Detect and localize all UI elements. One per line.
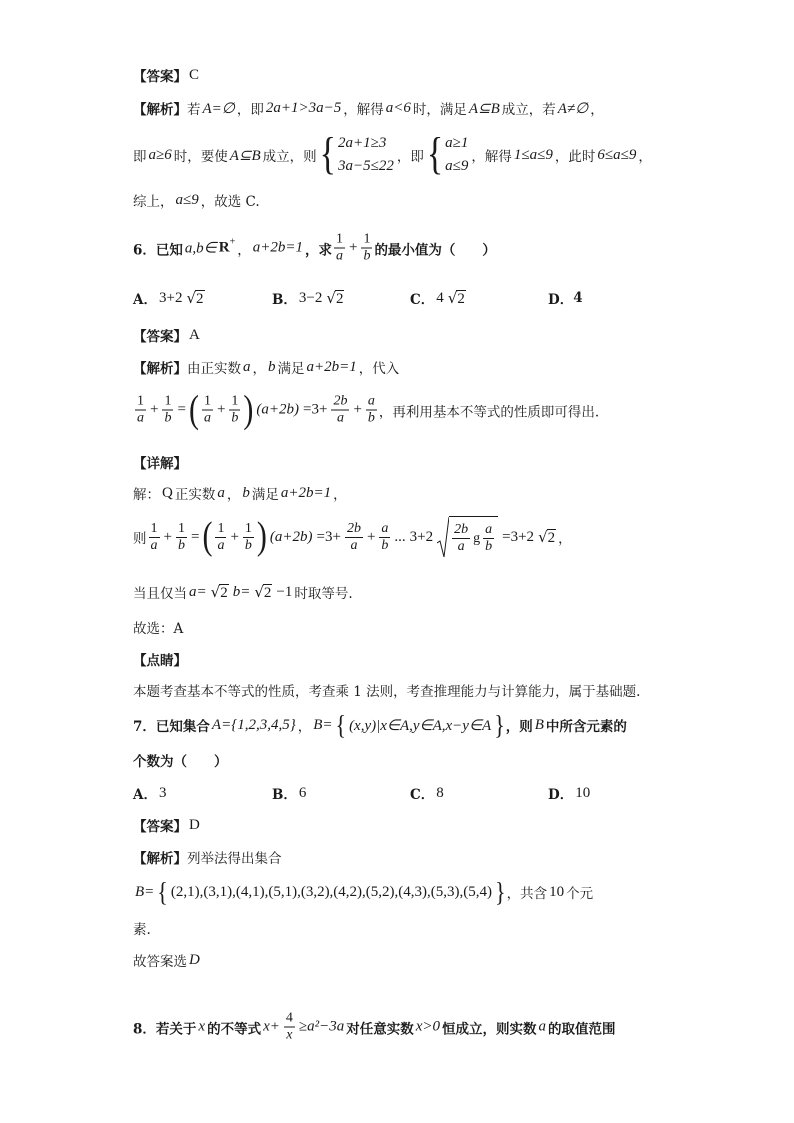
- fraction-denominator: a: [150, 537, 158, 553]
- math-expression: a=: [189, 583, 207, 600]
- left-paren: (: [188, 387, 199, 431]
- math-expression: B: [534, 716, 544, 733]
- fraction-numerator: 2b: [454, 522, 469, 537]
- math-expression: −1: [276, 583, 293, 600]
- math-expression: a≥6: [148, 146, 172, 163]
- text-segment: ，: [558, 531, 572, 547]
- text-segment: ，求: [304, 242, 332, 258]
- fraction-denominator: a: [217, 537, 225, 553]
- math-expression: x+: [263, 1018, 280, 1035]
- math-expression: (a+2b): [256, 401, 300, 418]
- q7-stem-line-2: [133, 750, 228, 770]
- option-value: 3+2: [158, 289, 183, 306]
- fraction: [345, 521, 363, 554]
- right-paren: ): [243, 387, 254, 431]
- left-brace: {: [335, 708, 347, 740]
- fraction-numerator: 1: [203, 393, 211, 409]
- fraction-denominator: x: [286, 1027, 293, 1043]
- answer-label: 【答案】: [133, 819, 187, 835]
- option-label: A．: [133, 292, 157, 308]
- q6-detail-line-3: [133, 582, 353, 602]
- q6-choice-line: [133, 617, 183, 637]
- text-segment: ，代入: [358, 361, 400, 377]
- fraction: [215, 521, 226, 554]
- fraction-denominator: a: [137, 410, 144, 426]
- square-root: [538, 528, 556, 546]
- fraction-numerator: 1: [363, 231, 371, 247]
- question-number: 7．已知集合: [133, 719, 210, 735]
- text-segment: 故答案选: [133, 954, 187, 970]
- math-expression: 2a+1>3a−5: [265, 99, 342, 116]
- math-expression: b: [242, 484, 250, 501]
- fraction: [176, 521, 187, 554]
- set-elements: (2,1),(3,1),(4,1),(5,1),(3,2),(4,2),(5,2),(4,3),(5,3),(5,4): [170, 883, 493, 900]
- fraction-denominator: a: [457, 539, 465, 554]
- q6-tip-line: [133, 680, 640, 700]
- square-root: [326, 289, 344, 307]
- q6-option-c: [410, 288, 468, 308]
- option-label: A．: [133, 787, 157, 803]
- q5-answer-line: [133, 65, 201, 85]
- math-expression: B=: [135, 883, 155, 900]
- text-segment: 的不等式: [207, 1021, 262, 1037]
- option-label: D．: [548, 787, 574, 803]
- fraction-denominator: b: [363, 248, 371, 264]
- fraction-numerator: 2b: [346, 520, 361, 536]
- option-value: 6: [298, 784, 307, 801]
- real-number-set: R: [218, 239, 230, 256]
- system-row: 3a−5≤22: [337, 158, 394, 174]
- text-segment: 若: [187, 102, 201, 118]
- q5-analysis-line-2: [133, 129, 652, 180]
- radical-sign: √: [254, 583, 264, 601]
- fraction: [331, 394, 349, 427]
- answer-label: 【答案】: [133, 329, 187, 345]
- tip-label: 【点睛】: [133, 653, 187, 669]
- q8-stem: [133, 1011, 616, 1044]
- fraction-denominator: a: [336, 410, 344, 426]
- analysis-label: 【解析】: [133, 851, 187, 867]
- text-segment: ，即: [396, 149, 424, 165]
- fraction-denominator: a: [350, 537, 358, 553]
- math-expression: a+2b=1: [280, 484, 332, 501]
- text-segment: ，共含: [506, 886, 548, 902]
- left-brace: {: [157, 875, 168, 907]
- q6-option-a: [133, 288, 207, 308]
- fraction-numerator: 1: [244, 520, 252, 536]
- text-segment: 的最小值为（ ）: [374, 242, 496, 258]
- fraction: [162, 394, 173, 427]
- fraction: [135, 394, 146, 427]
- math-expression: A⊆B: [468, 100, 500, 117]
- radical-sign: √: [447, 289, 458, 307]
- fraction-numerator: 1: [231, 393, 239, 409]
- q5-analysis-line-1: [133, 98, 604, 118]
- equals-sign: =: [190, 528, 200, 545]
- superscript-plus: +: [229, 236, 236, 248]
- fraction-denominator: b: [177, 537, 185, 553]
- option-value: 8: [436, 784, 444, 801]
- because-symbol: Q: [162, 484, 173, 501]
- math-expression: =3+: [303, 401, 328, 418]
- text-segment: ，此时: [554, 149, 596, 165]
- radicand: 2: [220, 585, 228, 601]
- fraction: [334, 232, 345, 265]
- math-expression: B=: [313, 716, 333, 733]
- math-expression: b: [268, 358, 276, 375]
- math-expression: A≠∅: [557, 100, 589, 117]
- plus-sign: +: [216, 401, 226, 418]
- system-row: a≤9: [445, 158, 469, 174]
- text-segment: 则: [133, 531, 147, 547]
- math-expression: a<6: [385, 99, 411, 116]
- fraction-denominator: a: [335, 248, 343, 264]
- text-segment: 满足: [251, 487, 279, 503]
- fraction-denominator: b: [164, 410, 172, 426]
- text-segment: 即: [133, 149, 147, 165]
- question-number: 6．已知: [133, 242, 183, 258]
- fraction-numerator: a: [485, 522, 493, 537]
- text-segment: 成立，若: [501, 102, 556, 118]
- option-value: 4: [436, 289, 444, 306]
- fraction-numerator: 1: [335, 231, 343, 247]
- inequality-symbol: ...: [394, 528, 406, 545]
- multiply-symbol: g: [473, 530, 481, 546]
- radicand: [449, 516, 498, 558]
- fraction-denominator: b: [485, 539, 493, 554]
- radicand: 2: [457, 291, 465, 307]
- q6-option-d: [548, 288, 583, 308]
- text-segment: ，: [333, 487, 347, 503]
- option-value: 3: [158, 784, 167, 801]
- text-segment: 的取值范围: [548, 1021, 616, 1037]
- option-label: B．: [272, 292, 297, 308]
- text-segment: 由正实数: [187, 361, 241, 377]
- answer-value: C: [189, 66, 200, 83]
- text-segment: 素.: [133, 922, 151, 938]
- fraction: [483, 522, 494, 555]
- q6-answer-line: [133, 325, 202, 345]
- left-brace: {: [426, 129, 444, 180]
- math-expression: (a+2b): [269, 528, 313, 545]
- option-label: C．: [410, 787, 435, 803]
- text-segment: 对任意实数: [346, 1021, 414, 1037]
- square-root: [211, 583, 229, 601]
- fraction-numerator: 1: [137, 393, 144, 409]
- fraction: [149, 521, 160, 554]
- square-root: [448, 289, 466, 307]
- math-expression: a+2b=1: [306, 358, 357, 375]
- radical-sign: √: [326, 289, 336, 307]
- square-root: [186, 289, 204, 307]
- q6-option-b: [272, 288, 346, 308]
- text-segment: 成立，则: [262, 149, 317, 165]
- fraction-denominator: b: [367, 410, 375, 426]
- text-segment: 时，满足: [412, 102, 467, 118]
- q6-tip-heading: [133, 649, 187, 669]
- fraction: [361, 232, 372, 265]
- q7-option-c: [410, 783, 446, 803]
- radical-sign: √: [186, 289, 197, 307]
- text-segment: ，: [590, 102, 604, 118]
- fraction-numerator: 1: [150, 520, 158, 536]
- text-segment: 解：: [133, 487, 160, 503]
- radicand: 2: [263, 585, 272, 601]
- math-expression: (x,y)|x∈A,y∈A,x−y∈A: [349, 717, 492, 734]
- q7-option-d: [548, 783, 592, 803]
- inequality-system: [426, 129, 469, 180]
- text-segment: 个元: [566, 886, 594, 902]
- text-segment: ，解得: [471, 149, 512, 165]
- math-expression: x: [198, 1018, 206, 1035]
- math-expression: a≤9: [175, 191, 199, 208]
- text-segment: ，再利用基本不等式的性质即可得出.: [378, 404, 600, 420]
- fraction-numerator: 2b: [333, 393, 348, 409]
- text-segment: ，: [297, 719, 312, 735]
- q7-stem-line-1: [133, 708, 627, 740]
- fraction: [202, 394, 213, 427]
- question-number: 8．若关于: [133, 1021, 197, 1037]
- text-segment: ，即: [236, 102, 264, 118]
- plus-sign: +: [366, 528, 376, 545]
- fraction-numerator: 1: [217, 520, 225, 536]
- answer-label: 【答案】: [133, 69, 187, 85]
- fraction: [452, 522, 470, 555]
- right-paren: ): [256, 514, 267, 558]
- plus-sign: +: [230, 528, 239, 545]
- q6-stem: [133, 232, 496, 265]
- radical-sign-icon: [437, 516, 449, 558]
- math-expression: A=∅: [202, 100, 235, 117]
- text-segment: ，则: [505, 719, 533, 735]
- fraction: [366, 394, 377, 427]
- text-segment: 正实数: [174, 487, 216, 503]
- math-expression: D: [189, 951, 200, 968]
- q7-option-a: [133, 783, 168, 803]
- system-row: a≥1: [445, 135, 469, 151]
- q7-option-b: [272, 783, 308, 803]
- fraction: [229, 394, 240, 427]
- option-value: 3−2: [298, 289, 323, 306]
- option-label: D．: [548, 292, 574, 308]
- q6-analysis-line-1: [133, 357, 399, 377]
- fraction-numerator: a: [367, 393, 375, 409]
- math-expression: 3+2: [409, 528, 434, 545]
- fraction-denominator: a: [203, 410, 211, 426]
- text-segment: 满足: [277, 361, 305, 377]
- text-segment: 本题考查基本不等式的性质，考查乘 1 法则，考查推理能力与计算能力，属于基础题.: [133, 684, 641, 700]
- math-expression: A={1,2,3,4,5}: [211, 716, 296, 733]
- text-segment: 时，要使: [173, 149, 228, 165]
- text-segment: 列举法得出集合: [187, 851, 282, 867]
- left-paren: (: [202, 514, 213, 558]
- text-segment: 综上，: [133, 194, 174, 210]
- math-expression: a+2b=1: [252, 239, 303, 256]
- math-expression: A⊆B: [229, 147, 261, 164]
- fraction-numerator: a: [381, 520, 389, 536]
- fraction-denominator: b: [381, 537, 389, 553]
- text-segment: ，: [638, 149, 652, 165]
- q7-set-line: [133, 875, 594, 907]
- q7-set-line-tail: [133, 918, 151, 938]
- text-segment: 中所含元素的: [545, 719, 627, 735]
- math-expression: =3+: [316, 528, 341, 545]
- radical-sign: √: [538, 528, 548, 546]
- system-rows: [445, 132, 468, 178]
- square-root: [254, 583, 272, 601]
- option-value: 4: [573, 290, 583, 306]
- text-segment: ，故选 C.: [200, 194, 260, 210]
- fraction-denominator: b: [231, 410, 239, 426]
- text-segment: ，: [237, 242, 251, 258]
- system-row: 2a+1≥3: [337, 135, 387, 151]
- q7-answer-line: [133, 815, 202, 835]
- detail-label: 【详解】: [133, 456, 187, 472]
- analysis-label: 【解析】: [133, 102, 187, 118]
- square-root: [437, 516, 498, 558]
- text-segment: ，: [252, 361, 266, 377]
- q6-detail-line-2: [133, 516, 572, 558]
- q7-analysis-line-1: [133, 847, 282, 867]
- left-brace: {: [319, 129, 336, 180]
- math-expression: 1≤a≤9: [513, 146, 553, 163]
- q6-analysis-line-2: [133, 387, 600, 431]
- equals-sign: =: [177, 401, 186, 418]
- fraction: [284, 1011, 295, 1044]
- fraction-numerator: 1: [177, 520, 185, 536]
- math-expression: ≥a²−3a: [298, 1018, 345, 1035]
- plus-sign: +: [163, 528, 172, 545]
- text-segment: ，解得: [343, 102, 384, 118]
- fraction-numerator: 4: [285, 1010, 293, 1026]
- q5-analysis-line-3: [133, 190, 260, 210]
- text-segment: ，: [226, 487, 241, 503]
- math-expression: a,b∈: [184, 240, 217, 257]
- plus-sign: +: [150, 401, 159, 418]
- answer-value: D: [189, 816, 200, 833]
- plus-sign: +: [348, 239, 358, 256]
- analysis-label: 【解析】: [133, 361, 187, 377]
- q6-detail-heading: [133, 452, 187, 472]
- text-segment: 时取等号.: [294, 586, 353, 602]
- option-value: 10: [575, 784, 591, 801]
- system-rows: [338, 132, 394, 178]
- radicand: 2: [547, 530, 556, 546]
- answer-value: A: [189, 326, 200, 343]
- math-expression: a: [217, 484, 225, 501]
- text-segment: 恒成立，则实数: [442, 1021, 537, 1037]
- right-brace: }: [494, 708, 505, 740]
- q6-detail-line-1: [133, 483, 347, 503]
- text-segment: 个数为（ ）: [133, 754, 228, 770]
- plus-sign: +: [353, 401, 362, 418]
- radical-sign: √: [210, 583, 221, 601]
- math-expression: =3+2: [502, 528, 535, 545]
- text-segment: 故选：A: [133, 621, 184, 637]
- option-label: B．: [272, 787, 297, 803]
- math-expression: 6≤a≤9: [597, 146, 637, 163]
- math-expression: a: [538, 1018, 546, 1035]
- text-segment: 当且仅当: [133, 586, 187, 602]
- right-brace: }: [495, 875, 506, 907]
- fraction-numerator: 1: [164, 393, 172, 409]
- radicand: 2: [196, 291, 204, 307]
- fraction-denominator: b: [244, 537, 252, 553]
- math-expression: b=: [232, 583, 251, 600]
- q7-conclusion-line: [133, 950, 202, 970]
- math-expression: x>0: [415, 1018, 440, 1035]
- fraction: [379, 521, 390, 554]
- inequality-system: [319, 129, 394, 180]
- radicand: 2: [335, 291, 344, 307]
- fraction: [243, 521, 254, 554]
- option-label: C．: [410, 292, 435, 308]
- math-expression: a: [243, 358, 251, 375]
- element-count: 10: [549, 883, 565, 900]
